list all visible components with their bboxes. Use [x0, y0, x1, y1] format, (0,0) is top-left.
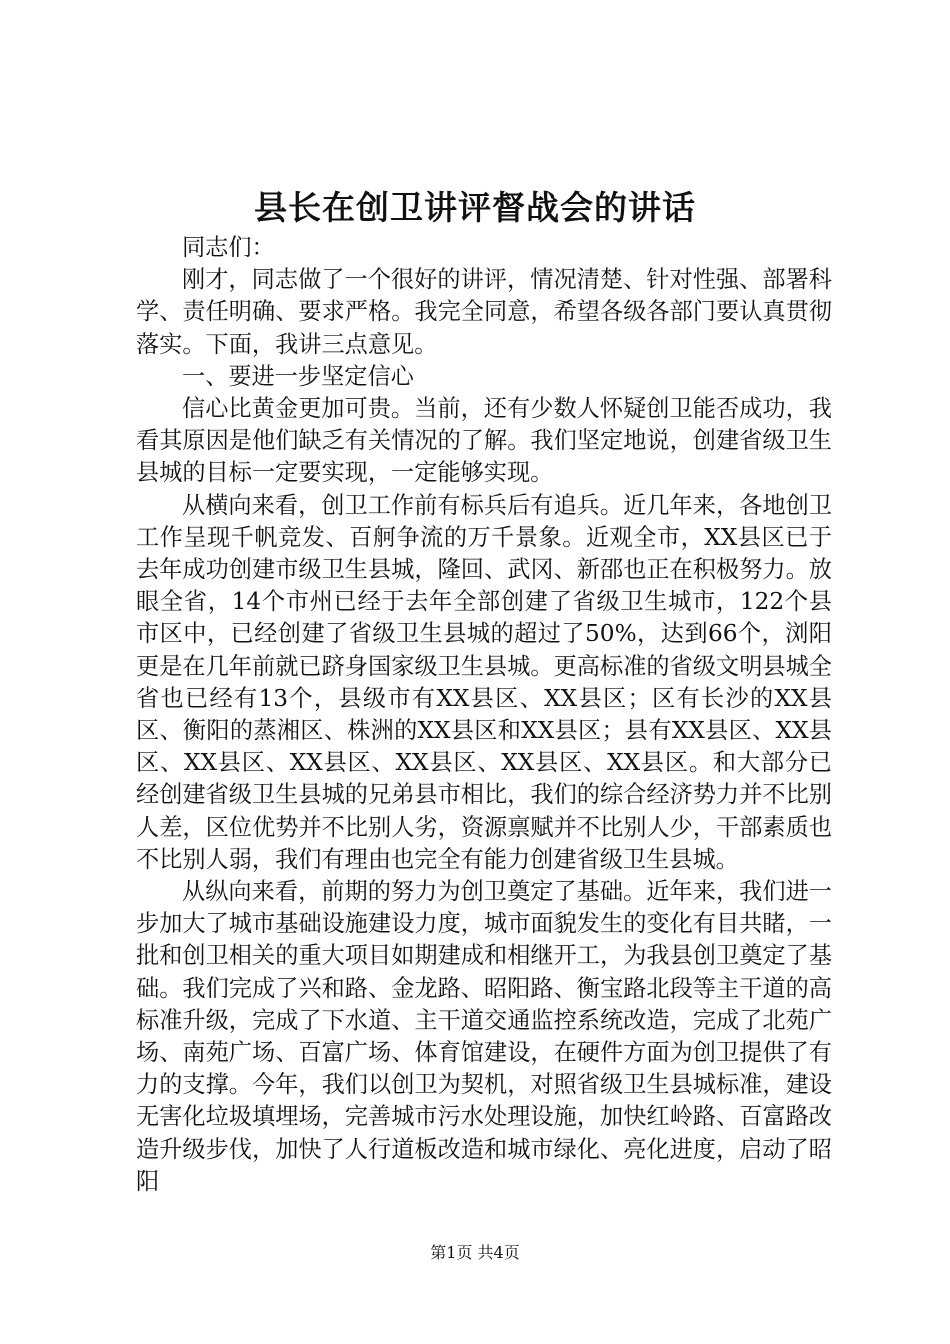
- section-heading-1: 一、要进一步坚定信心: [182, 362, 414, 390]
- page-footer: 第1页 共4页: [430, 1243, 520, 1262]
- document-body: [136, 232, 832, 1198]
- paragraph-confidence: 信心比黄金更加可贵。当前，还有少数人怀疑创卫能否成功，我看其原因是他们缺乏有关情况的了解。我们坚定地说，创建省级卫生县城的目标一定要实现，一定能够实现。: [136, 395, 832, 487]
- paragraph-horizontal: 从横向来看，创卫工作前有标兵后有追兵。近几年来，各地创卫工作呈现千帆竞发、百舸争流的万千景象。近观全市，XX县区已于去年成功创建市级卫生县城，隆回、武冈、新邵也正在积极努力。放眼全省，14个市州已经于去年全部创建了省级卫生城市，122个县市区中，已经创建了省级卫生县城的超过了50%，达到66个，浏阳更是在几年前就已跻身国家级卫生县城。更高标准的省级文明县城全省也已经有13个，县级市有XX县区、XX县区；区有长沙的XX县区、衡阳的蒸湘区、株洲的XX县区和XX县区；县有XX县区、XX县区、XX县区、XX县区、XX县区、XX县区、XX县区。和大部分已经创建省级卫生县城的兄弟县市相比，我们的综合经济势力并不比别人差，区位优势并不比别人劣，资源禀赋并不比别人少，干部素质也不比别人弱，我们有理由也完全有能力创建省级卫生县城。: [136, 491, 832, 873]
- paragraph-salutation: 同志们：: [182, 234, 275, 261]
- page-title: 县长在创卫讲评督战会的讲话: [254, 188, 696, 227]
- paragraph-intro: 刚才，同志做了一个很好的讲评，情况清楚、针对性强、部署科学、责任明确、要求严格。我完全同意，希望各级各部门要认真贯彻落实。下面，我讲三点意见。: [136, 266, 832, 358]
- paragraph-vertical: 从纵向来看，前期的努力为创卫奠定了基础。近年来，我们进一步加大了城市基础设施建设力度，城市面貌发生的变化有目共睹，一批和创卫相关的重大项目如期建成和相继开工，为我县创卫奠定了基础。我们完成了兴和路、金龙路、昭阳路、衡宝路北段等主干道的高标准升级，完成了下水道、主干道交通监控系统改造，完成了北苑广场、南苑广场、百富广场、体育馆建设，在硬件方面为创卫提供了有力的支撑。今年，我们以创卫为契机，对照省级卫生县城标准，建设无害化垃圾填埋场，完善城市污水处理设施，加快红岭路、百富路改造升级步伐，加快了人行道板改造和城市绿化、亮化进度，启动了昭阳: [136, 878, 832, 1195]
